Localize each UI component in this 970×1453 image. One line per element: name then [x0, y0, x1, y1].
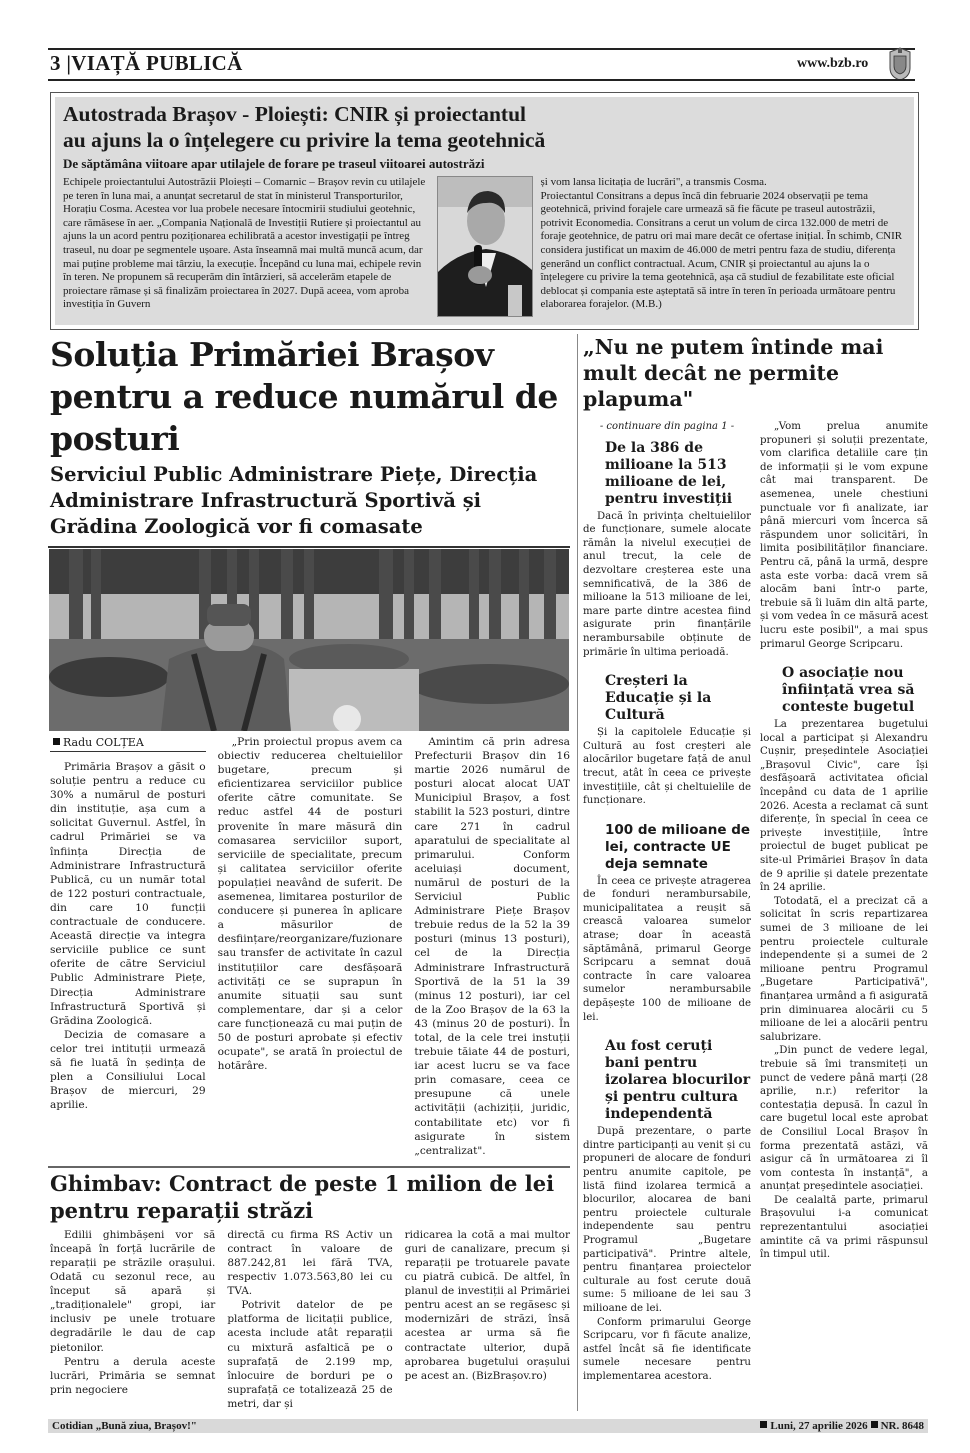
subheading: De la 386 de milioane la 513 milioane de lei, pentru investiții	[605, 439, 733, 507]
highway-article-subtitle: De săptămâna viitoare apar utilajele de forare pe traseul viitoarei autostrăzi	[63, 156, 485, 171]
main-article-col-a	[50, 735, 206, 1112]
paragraph: Decizia de comasare a celor trei intituții urmează să fie luată în ședința de plen a Consiliului Local Brașov de miercuri, 29 aprilie.	[50, 1028, 206, 1112]
paragraph: Dacă în privința cheltuielilor de funcționare, sumele alocate rămân la nivelul execuției de anul trecut, la cele de dezvoltare creșterea este una semnificativă, de la 386 de milioane la 513 milioane de lei, mare parte dintre acestea fiind asigurate prin finanțările nerambursabile obținute de primărie în ultima perioadă.	[583, 510, 751, 658]
subheading: Creșteri la Educație și la Cultură	[605, 673, 712, 724]
paragraph: Edilii ghimbășeni vor să înceapă în forță lucrările de reparații pe străzile orașului. Odată cu sezonul rece, au început să apară și „tradiționalele" gropi, iar inclusiv pe unele trotuare degradările le dau de cap pietonilor.	[50, 1228, 216, 1354]
paragraph: Potrivit datelor de pe platforma de licitații publice, acesta include atât reparații cu mixtură asfaltică pe o suprafață de 2.199 mp, înlocuire de borduri pe o suprafață ce totalizează 25 de metri, dar și	[227, 1299, 393, 1410]
main-article-subtitle: Serviciul Public Administrare Piețe, Direcția Administrare Infrastructură Sportivă și Grădina Zoologică vor fi comasate	[50, 463, 538, 538]
highway-article-box	[50, 92, 919, 330]
market-hall-photo	[49, 549, 569, 731]
main-title-rule	[48, 546, 570, 548]
issue-date: Luni, 27 aprilie 2026	[770, 1420, 868, 1432]
section-divider	[48, 1166, 570, 1168]
square-bullet-icon	[53, 738, 60, 745]
highway-article-title	[63, 101, 906, 153]
portrait-photo	[437, 176, 533, 317]
budget-article-columns	[583, 420, 928, 1384]
ghimbav-columns	[48, 1228, 570, 1411]
square-bullet-icon	[871, 1421, 878, 1428]
byline	[50, 735, 206, 752]
ghimbav-col-2	[227, 1228, 392, 1411]
subheading: Au fost ceruți bani pentru izolarea blocurilor și pentru cultura independentă	[605, 1038, 751, 1123]
column-divider	[577, 334, 578, 1411]
continuation-note: - continuare din pagina 1 -	[599, 421, 735, 432]
main-article-title: Soluția Primăriei Brașov pentru a reduce numărul de posturi	[50, 335, 558, 458]
paragraph: În ceea ce privește atragerea de fonduri nerambursabile, municipalitatea a reușit să crească valoarea sumelor atrase; doar în această săptămână, primarul George Scripcaru a semnat două contracte în care valoarea sumelor nerambursabile depășește 100 de milioane de lei.	[583, 875, 751, 1023]
paragraph: ridicarea la cotă a mai multor guri de canalizare, precum și reparații pe trotuarele pavate cu piatră cubică. De altfel, în planul de investiții al Primăriei pentru acest an se regăsesc și modernizări de străzi, însă acestea ar urma să fie contractate ulterior, după aprobarea bugetului orașului pe acest an. (BizBrașov.ro)	[404, 1228, 570, 1382]
main-article-columns	[48, 735, 570, 1158]
paragraph: Primăria Brașov a găsit o soluție pentru a reduce cu 30% a numărul de posturi din instituție, așa cum a solicitat Guvernul. Astfel, în cadrul Primăriei se va înființa Direcția de Administrare Infrastructură Publică, cu un număr total de 122 posturi contractuale, din care 10 funcții contractuale de conducere. Această direcție va integra serviciile publice ce sunt oferite de către Serviciul Public Administrare Piețe, Direcția Administrare Infrastructură Sportivă și Grădina Zoologică.	[50, 761, 206, 1027]
issue-info	[757, 1420, 924, 1432]
publication-name: Cotidian „Bună ziua, Brașov!"	[52, 1420, 197, 1432]
main-article-col-c	[414, 735, 570, 1158]
paragraph: „Din punct de vedere legal, trebuie să îmi transmiteți un punct de vedere până marți (28 aprilie, n.r.) referitor la contestația depusă. În cazul în care bugetul local este aprobat de Consiliul Local Brașov în forma prezentată astăzi, vă asigur că în următoarea zi îl vom contesta în instanță", a anunțat președintele asociației.	[760, 1045, 928, 1193]
left-zone	[48, 334, 572, 1411]
paragraph: Conform primarului George Scripcaru, vor fi făcute analize, astfel încât să fie identificate sumele necesare pentru implementarea acestora.	[583, 1316, 751, 1382]
issue-number: NR. 8648	[880, 1420, 924, 1432]
paragraph: După prezentare, o parte dintre participanți au venit și cu propuneri de alocare de fonduri pentru anumite capitole, pe listă fiind izolarea termică a blocurilor, alocarea de bani pentru proiectele culturale independente sau pentru Programul „Bugetare participativă". Printre altele, pentru finanțarea proiectelor culturale au fost cerute două sume: 5 milioane de lei sau 3 milioane de lei.	[583, 1126, 751, 1314]
footer-bar	[48, 1419, 928, 1433]
author-name: Radu COLȚEA	[63, 736, 144, 749]
paragraph: Proiectantul Consitrans a depus încă din februarie 2024 observații pe tema geotehnică, privind forajele care urmează să fie făcute pe traseul autostrăzii, potrivit Economedia. Consitrans a cerut un volum de circa 132.000 de metri de foraje geotehnice, de patru ori mai mare decât ce ofertase inițial. În schimb, CNIR considera justificat un maxim de 46.000 de metri pentru faza de studiu, diferența generând un conflict contractual. Acum, CNIR și proiectantul au ajuns la o înțelegere cu privire la tema geotehnică, așa că studiul de fezabilitate este oficial deblocat și compania este așteptată să intre în teren în perioada următoare pentru elaborarea forajelor. (M.B.)	[540, 189, 903, 311]
city-crest-icon	[887, 46, 913, 82]
paragraph: directă cu firma RS Activ un contract în valoare de 887.242,81 lei fără TVA, respectiv 1.073.563,80 lei cu TVA.	[227, 1228, 393, 1298]
budget-article-col-1	[583, 420, 751, 1384]
paragraph: Totodată, el a precizat că a solicitat în scris repartizarea sumei de 3 milioane de lei pentru proiectele culturale independente și a sumei de 2 milioane pentru Programul „Bugetare Participativă", finanțarea urmând a fi asigurată prin diminuarea alocării cu 5 milioane de lei a alocării pentru salubrizare.	[760, 895, 928, 1043]
website-link[interactable]: www.bzb.ro	[797, 56, 869, 71]
ghimbav-article-title: Ghimbav: Contract de peste 1 milion de lei pentru reparații străzi	[50, 1170, 555, 1223]
paragraph: și vom lansa licitația de lucrări", a transmis Cosma.	[540, 176, 767, 188]
title-line-1: Autostrada Brașov - Ploiești: CNIR și proiectantul	[63, 102, 527, 126]
lower-page	[48, 334, 928, 1411]
highway-article-col1: Echipele proiectantului Autostrăzii Ploiești – Comarnic – Brașov revin cu utilajele pe teren în luna mai, a anunțat secretarul de stat în ministerul Transporturilor, Horațiu Cosma. Acestea vor lua probele necesare întocmirii studiului geotehnic, care rămăsese în aer. „Compania Națională de Investiții Rutiere și proiectantul au ajuns la un acord pentru poziționarea echilibrată a acestor investigații pe întreg traseul, nu doar pe segmentele ușoare. Asta înseamnă mai multă muncă acum, dar mai puține probleme mai târziu, la execuție. Începând cu luna mai, echipele revin în teren. Ne propunem să recuperăm din întârzieri, să accelerăm etapele de proiectare rămase și să finalizăm proiectarea în 2027. După aceea, vom aproba investiția în Guvern	[63, 176, 426, 311]
paragraph: „Vom prelua anumite propuneri și soluții prezentate, vom clarifica detaliile care țin de informații și le vom expune cât mai transparent. De asemenea, unele chestiuni punctuale vor fi analizate, iar până miercuri vom încerca să răspundem unor solicitări, în limita posibilităților financiare. Pentru că, până la urmă, despre asta este vorba: dacă vrem să alocăm bani într-o parte, trebuie să îi luăm din altă parte, și vom vedea în ce măsură acest lucru este posibil", a mai spus primarul George Scripcaru.	[760, 421, 928, 650]
subheading: 100 de milioane de lei, contracte UE deja semnate	[605, 821, 751, 872]
header-top-rule	[48, 48, 915, 50]
budget-article-title: „Nu ne putem întinde mai mult decât ne permite plapuma"	[583, 335, 884, 411]
header-bottom-rule	[48, 79, 915, 81]
right-zone	[583, 334, 928, 1411]
title-line-2: au ajuns la o înțelegere cu privire la tema geotehnică	[63, 128, 546, 152]
paragraph: La prezentarea bugetului local a participat și Alexandru Cușnir, președintele Asociației „Brașovul Civic", care își desfășoară activitatea oficial începând cu data de 1 aprilie 2026. Acesta a reclamat că sunt diferențe, în special în ceea ce privește investițiile, între proiectul de buget publicat pe site-ul Primăriei Brașov în data de 9 aprilie și datele prezentate în 24 aprilie.	[760, 719, 928, 894]
main-article-col-b	[218, 735, 403, 1073]
paragraph: Și la capitolele Educație și Cultură au fost creșteri ale alocărilor bugetare față de anul trecut, atât în ceea ce privește investițiile, cât și cheltuielile de funcționare.	[583, 727, 751, 807]
paragraph: De cealaltă parte, primarul Brașovului i-a comunicat reprezentantului asociației amintite că va primi răspunsul în timpul util.	[760, 1194, 928, 1261]
square-bullet-icon	[760, 1421, 767, 1428]
paragraph: Pentru a derula aceste lucrări, Primăria se semnat prin negociere	[50, 1355, 216, 1396]
budget-article-col-2	[760, 420, 928, 1262]
paragraph: „Prin proiectul propus avem ca obiectiv reducerea cheltuielilor bugetare, precum și eficientizarea serviciilor publice oferite către comunitate. Se reduc astfel 44 de posturi provenite în mare măsură din comasarea serviciilor suport, serviciile de specialitate, precum și calitatea serviciilor oferite populației neavând de suferit. De asemenea, limitarea posturilor de conducere și punerea în aplicare a măsurilor de desființare/reorganizare/fuzionare sau transfer de activitate în cazul instituțiilor care desfășoară activități ce se suprapun în anumite situații sau sunt complementare, dar și a celor care funcționează cu mai puțin de 50 de posturi aprobate și efectiv ocupate", se arată în proiectul de hotărâre.	[217, 736, 403, 1073]
subheading: O asociație nou înființată vrea să conteste bugetul	[782, 665, 915, 716]
page-section-title: 3 |VIAȚĂ PUBLICĂ	[50, 51, 243, 75]
paragraph: Amintim că prin adresa Prefecturii Brașov din 16 martie 2026 numărul de posturi alocat alocat UAT Municipiul Brașov, a fost stabilit la 523 posturi, dintre care 271 în cadrul aparatului de specialitate al primarului. Conform aceluiași document, numărul de posturi de la Serviciul Public Administrare Piețe Brașov trebuie redus de la 52 la 39 posturi (minus 13 posturi), cel de la Direcția Administrare Infrastructură Sportivă de la 51 la 39 (minus 12 posturi), iar cel de la Zoo Brașov de la 63 la 43 (minus 20 de posturi). În total, de la cele trei instuții trebuie tăiate 44 de posturi, iar acest lucru se va face prin comasare, ceea ce presupune că unele activitățiі (achiziții, juridic, contabilitate etc) vor fi asigurate în sistem „centralizat".	[414, 736, 570, 1157]
ghimbav-col-3	[405, 1228, 570, 1383]
highway-article-col2	[541, 176, 907, 312]
ghimbav-col-1	[50, 1228, 215, 1397]
